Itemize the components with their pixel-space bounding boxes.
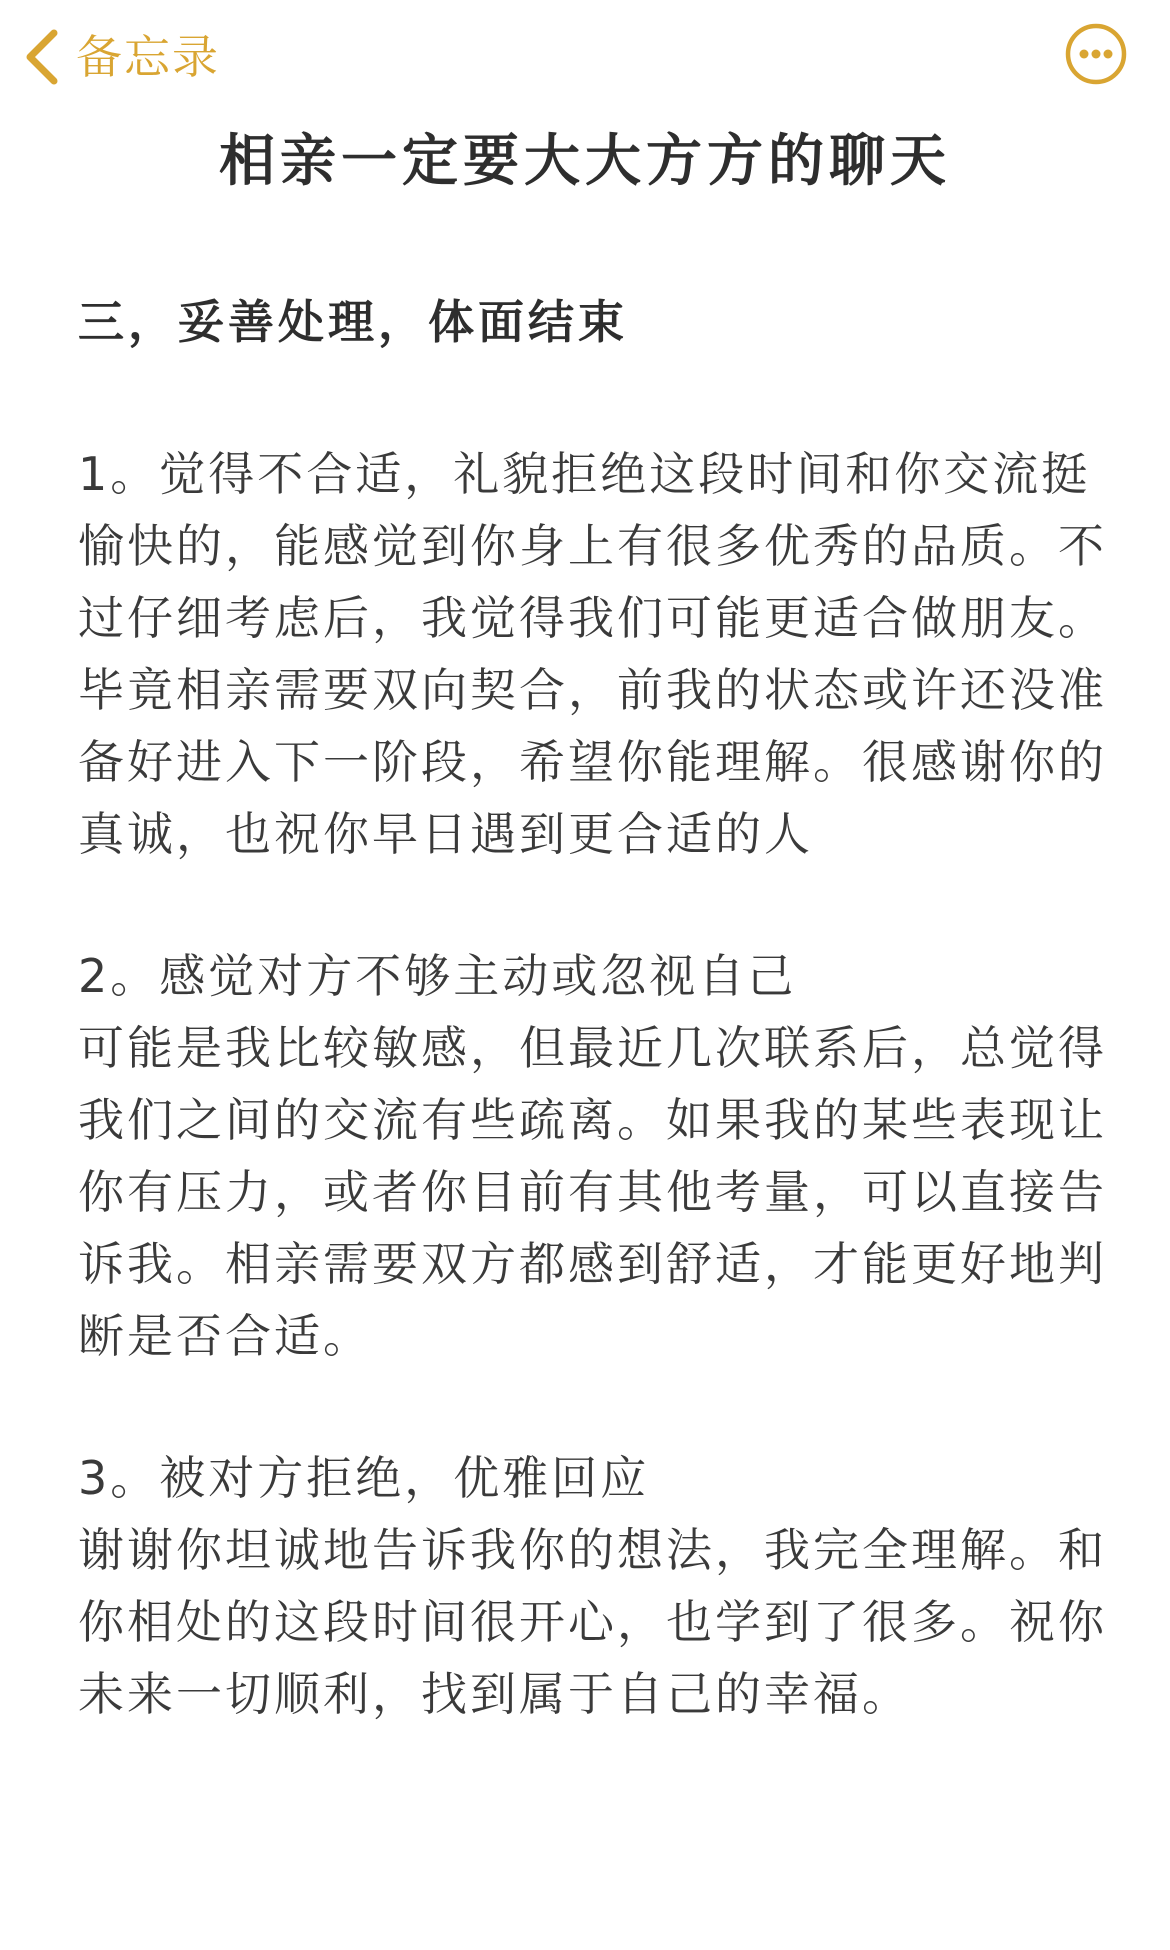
section-heading: 三，妥善处理，体面结束 — [78, 295, 628, 349]
paragraph-3: 3。被对方拒绝，优雅回应 谢谢你坦诚地告诉我你的想法，我完全理解。和你相处的这段时间很开心，也学到了很多。祝你未来一切顺利，找到属于自己的幸福。 — [78, 1451, 1107, 1721]
paragraph-1: 1。觉得不合适，礼貌拒绝这段时间和你交流挺愉快的，能感觉到你身上有很多优秀的品质。不过仔细考虑后，我觉得我们可能更适合做朋友。毕竟相亲需要双向契合，前我的状态或许还没准备好进入下一阶段，希望你能理解。很感谢你的真诚，也祝你早日遇到更合适的人 — [78, 447, 1107, 861]
note-body[interactable] — [78, 288, 1108, 1800]
more-button[interactable] — [1064, 22, 1128, 86]
back-button[interactable] — [20, 22, 220, 92]
more-horizontal-icon — [1064, 22, 1128, 86]
paragraph-2: 2。感觉对方不够主动或忽视自己 可能是我比较敏感，但最近几次联系后，总觉得我们之间的交流有些疏离。如果我的某些表现让你有压力，或者你目前有其他考量，可以直接告诉我。相亲需要双方都感到舒适，才能更好地判断是否合适。 — [78, 949, 1107, 1363]
note-title: 相亲一定要大大方方的聊天 — [219, 129, 951, 194]
nav-bar — [0, 0, 1170, 110]
chevron-left-icon — [20, 27, 62, 87]
back-label: 备忘录 — [76, 30, 220, 84]
